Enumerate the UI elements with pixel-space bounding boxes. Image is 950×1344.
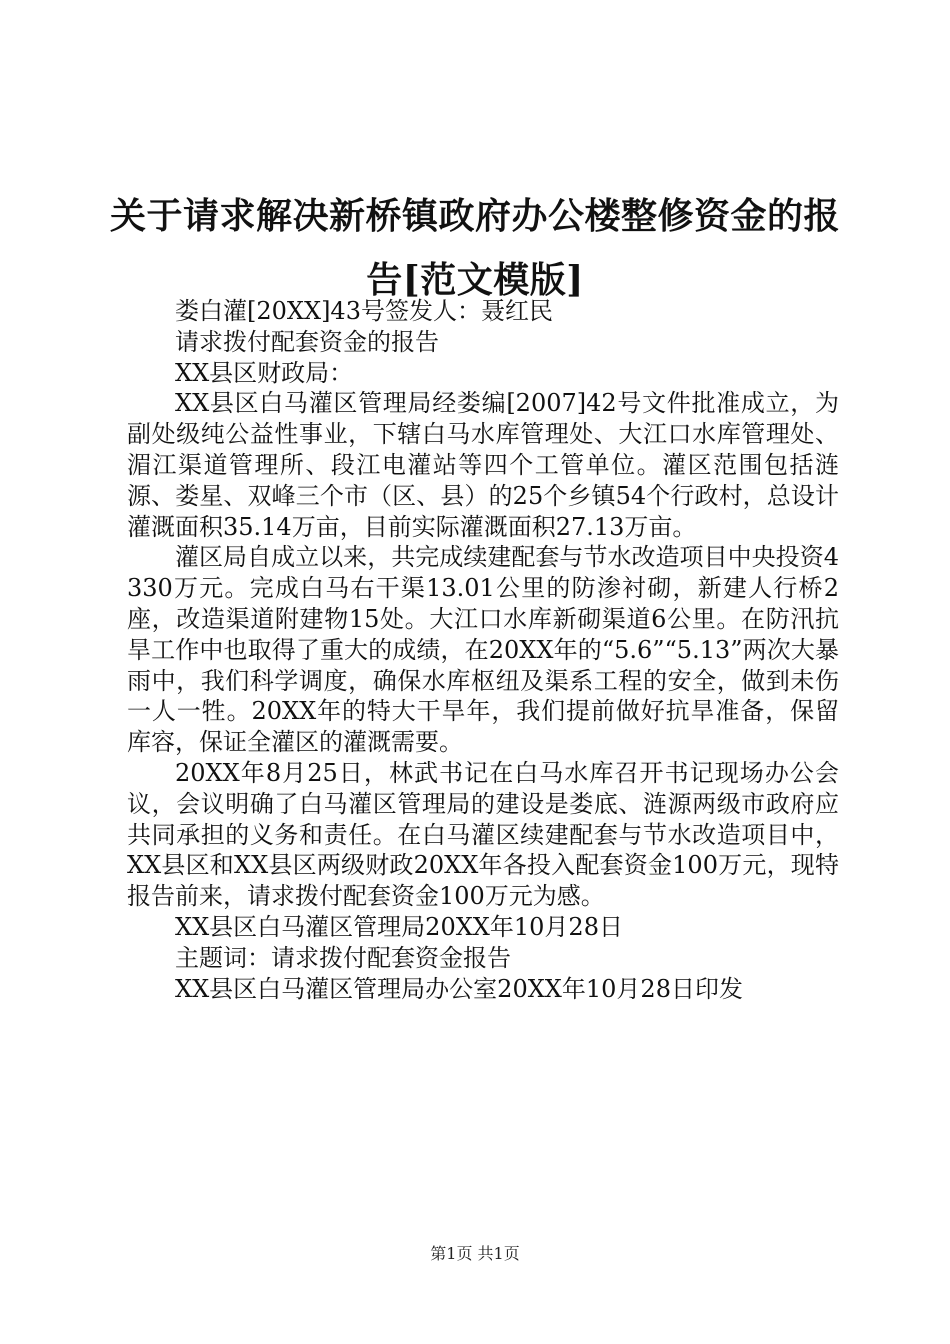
- keywords-line: 主题词：请求拨付配套资金报告: [175, 943, 511, 972]
- issued-line: XX县区白马灌区管理局办公室20XX年10月28日印发: [175, 974, 743, 1003]
- signature-line: XX县区白马灌区管理局20XX年10月28日: [175, 912, 623, 941]
- body-paragraph: 灌区局自成立以来，共完成续建配套与节水改造项目中央投资4330万元。完成白马右干渠13.01公里的防渗衬砌，新建人行桥2座，改造渠道附建物15处。大江口水库新砌渠道6公里。在防汛抗旱工作中也取得了重大的成绩，在20XX年的“5.6”“5.13”两次大暴雨中，我们科学调度，确保水库枢纽及渠系工程的安全，做到未伤一人一牲。20XX年的特大干旱年，我们提前做好抗旱准备，保留库容，保证全灌区的灌溉需要。: [127, 543, 839, 757]
- report-subject-line: 请求拨付配套资金的报告: [175, 327, 439, 356]
- document-number-line: 娄白灌[20XX]43号签发人：聂红民: [175, 297, 553, 325]
- recipient-line: XX县区财政局：: [175, 358, 354, 387]
- page-number-footer: 第1页 共1页: [430, 1244, 520, 1263]
- document-body: [127, 296, 839, 1004]
- body-paragraph: 20XX年8月25日，林武书记在白马水库召开书记现场办公会议，会议明确了白马灌区管理局的建设是娄底、涟源两级市政府应共同承担的义务和责任。在白马灌区续建配套与节水改造项目中，XX县区和XX县区两级财政20XX年各投入配套资金100万元，现特报告前来，请求拨付配套资金100万元为感。: [127, 758, 839, 911]
- body-paragraph: XX县区白马灌区管理局经娄编[2007]42号文件批准成立，为副处级纯公益性事业，下辖白马水库管理处、大江口水库管理处、湄江渠道管理所、段江电灌站等四个工管单位。灌区范围包括涟源、娄星、双峰三个市（区、县）的25个乡镇54个行政村，总设计灌溉面积35.14万亩，目前实际灌溉面积27.13万亩。: [127, 389, 839, 541]
- document-title: 关于请求解决新桥镇政府办公楼整修资金的报告[范文模版]: [110, 195, 841, 301]
